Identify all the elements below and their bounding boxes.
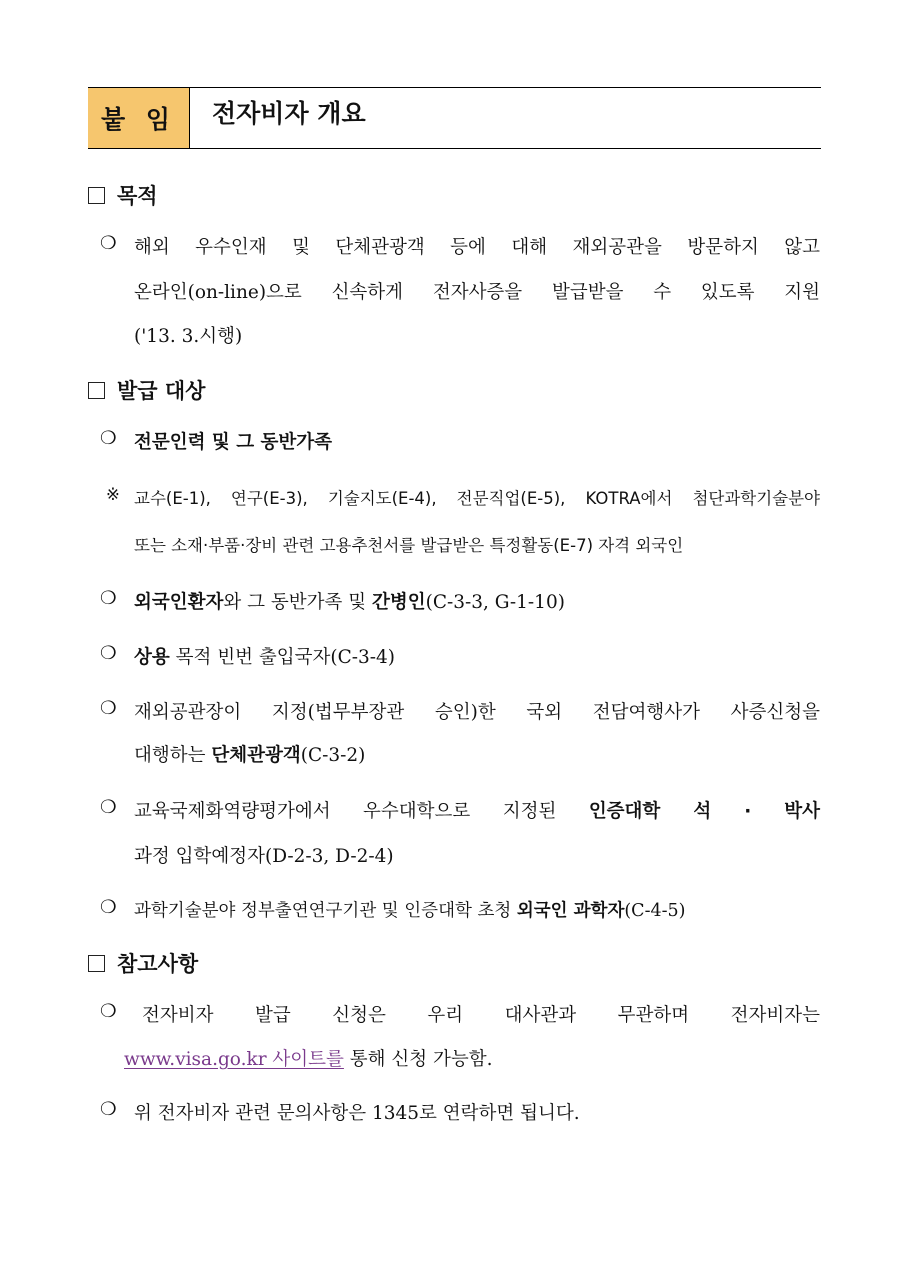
- bullet-icon: ❍: [100, 588, 117, 609]
- target-item-scientists: [134, 897, 686, 922]
- plain-text: 대행하는: [134, 745, 212, 766]
- bullet-icon: ❍: [100, 428, 117, 449]
- attachment-tag: 붙 임: [88, 88, 190, 148]
- bullet-icon: ❍: [100, 1099, 117, 1120]
- section-purpose-heading: [88, 180, 158, 210]
- bold-term: 외국인환자: [134, 592, 224, 613]
- target-item-patients: [134, 588, 565, 614]
- section-notes-heading: [88, 948, 198, 978]
- note-mark: ※: [106, 485, 120, 504]
- plain-text: 목적 빈번 출입국자(C-3-4): [169, 647, 395, 668]
- bold-term: 상용: [134, 647, 170, 668]
- section-targets-heading: [88, 375, 205, 405]
- visa-site-link[interactable]: www.visa.go.kr 사이트를: [124, 1049, 344, 1070]
- notes-line-2: [124, 1045, 493, 1071]
- purpose-line-3: ('13. 3.시행): [134, 326, 243, 347]
- target-item-tour-line-1: 재외공관장이 지정(법무부장관 승인)한 국외 전담여행사가 사증신청을: [134, 702, 820, 723]
- plain-text: 와 그 동반가족 및: [223, 592, 372, 613]
- target-item-tour-line-2: [134, 741, 365, 767]
- target-item-students-line-1: [134, 797, 820, 823]
- bold-term: 외국인 과학자: [516, 901, 625, 921]
- target-item-professionals: 전문인력 및 그 동반가족: [134, 432, 333, 453]
- plain-text: 통해 신청 가능함.: [343, 1049, 493, 1070]
- visa-code: (C-4-5): [624, 901, 686, 921]
- plain-text: 과학기술분야 정부출연연구기관 및 인증대학 초청: [134, 901, 517, 921]
- bold-term: 간병인: [371, 592, 426, 613]
- note-line-1: 교수(E-1), 연구(E-3), 기술지도(E-4), 전문직업(E-5), KOTRA에서 첨단과학기술분야: [134, 489, 820, 508]
- visa-code: (C-3-3, G-1-10): [425, 592, 565, 613]
- section-title: 참고사항: [117, 952, 199, 976]
- bullet-icon: ❍: [100, 797, 117, 818]
- bold-term: 단체관광객: [211, 745, 301, 766]
- notes-contact-line: 위 전자비자 관련 문의사항은 1345로 연락하면 됩니다.: [134, 1103, 580, 1124]
- checkbox-square-icon: [88, 382, 105, 399]
- bullet-icon: ❍: [100, 698, 117, 719]
- section-title: 목적: [117, 184, 158, 208]
- bullet-icon: ❍: [100, 233, 117, 254]
- bold-term: 인증대학 석 · 박사: [588, 801, 820, 822]
- bullet-icon: ❍: [100, 897, 117, 918]
- section-title: 발급 대상: [117, 379, 206, 403]
- attachment-header: [88, 87, 821, 149]
- note-line-2: 또는 소재·부품·장비 관련 고용추천서를 발급받은 특정활동(E-7) 자격 외국인: [134, 536, 684, 555]
- document-title: 전자비자 개요: [212, 99, 366, 128]
- visa-code: (C-3-2): [300, 745, 366, 766]
- notes-line-1: 전자비자 발급 신청은 우리 대사관과 무관하며 전자비자는: [142, 1005, 820, 1026]
- bullet-icon: ❍: [100, 643, 117, 664]
- target-item-students-line-2: 과정 입학예정자(D-2-3, D-2-4): [134, 846, 394, 867]
- checkbox-square-icon: [88, 955, 105, 972]
- purpose-line-1: 해외 우수인재 및 단체관광객 등에 대해 재외공관을 방문하지 않고: [134, 237, 820, 258]
- target-item-business: [134, 643, 395, 669]
- checkbox-square-icon: [88, 187, 105, 204]
- bullet-icon: ❍: [100, 1001, 117, 1022]
- plain-text: 교육국제화역량평가에서 우수대학으로 지정된: [134, 801, 589, 822]
- purpose-line-2: 온라인(on-line)으로 신속하게 전자사증을 발급받을 수 있도록 지원: [134, 282, 820, 303]
